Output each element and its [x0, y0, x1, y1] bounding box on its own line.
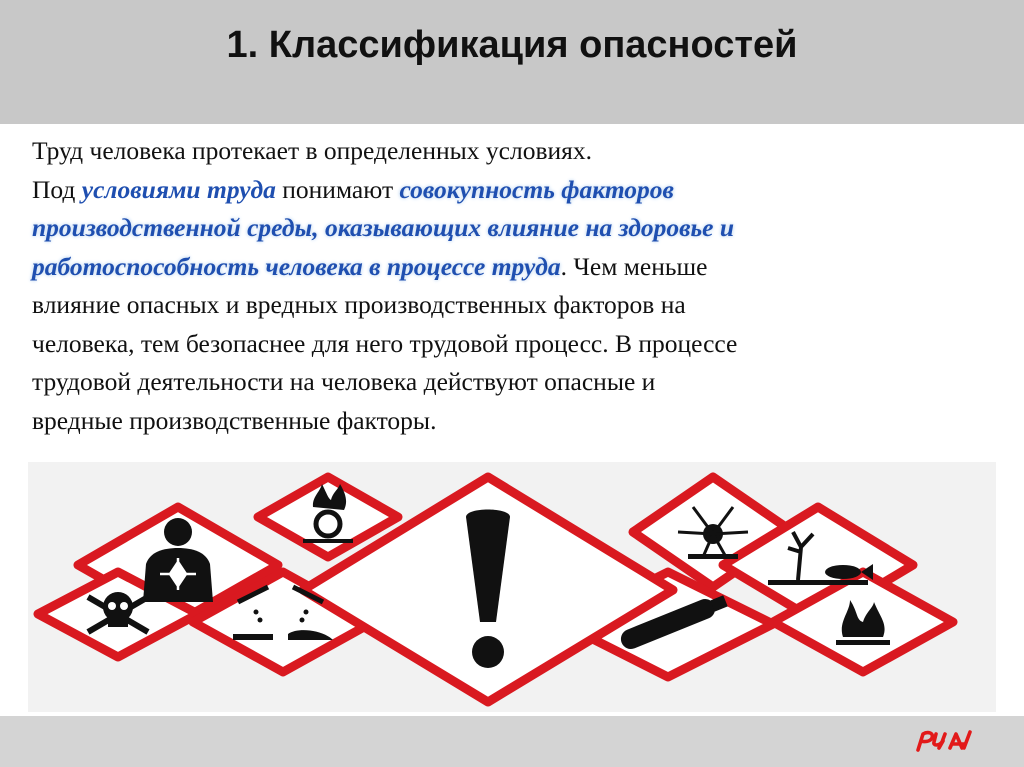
footer-bar [0, 716, 1024, 767]
text-prefix: Под [32, 174, 82, 204]
text-line-6: человека, тем безопаснее для него трудовой процесс. В процессе [32, 328, 738, 358]
text-middle: понимают [275, 174, 400, 204]
definition-part-3: работоспособность человека в процессе труда [32, 251, 561, 281]
slide-title: 1. Классификация опасностей [226, 24, 798, 66]
rzd-logo [914, 724, 974, 754]
body-paragraph [32, 132, 992, 440]
text-line-2 [32, 171, 992, 210]
definition-part-1: совокупность факторов [399, 174, 674, 204]
text-suffix: . Чем меньше [560, 251, 708, 281]
term-working-conditions: условиями труда [81, 174, 276, 204]
text-line-8: вредные производственные факторы. [32, 405, 437, 435]
text-line-1: Труд человека протекает в определенных условиях. [32, 136, 592, 165]
definition-part-2: производственной среды, оказывающих влияние на здоровье и [32, 213, 735, 242]
hazard-pictograms-image [28, 462, 996, 712]
text-line-4 [32, 248, 992, 287]
text-line-5: влияние опасных и вредных производственных факторов на [32, 290, 686, 319]
text-line-7: трудовой деятельности на человека действуют опасные и [32, 367, 656, 396]
